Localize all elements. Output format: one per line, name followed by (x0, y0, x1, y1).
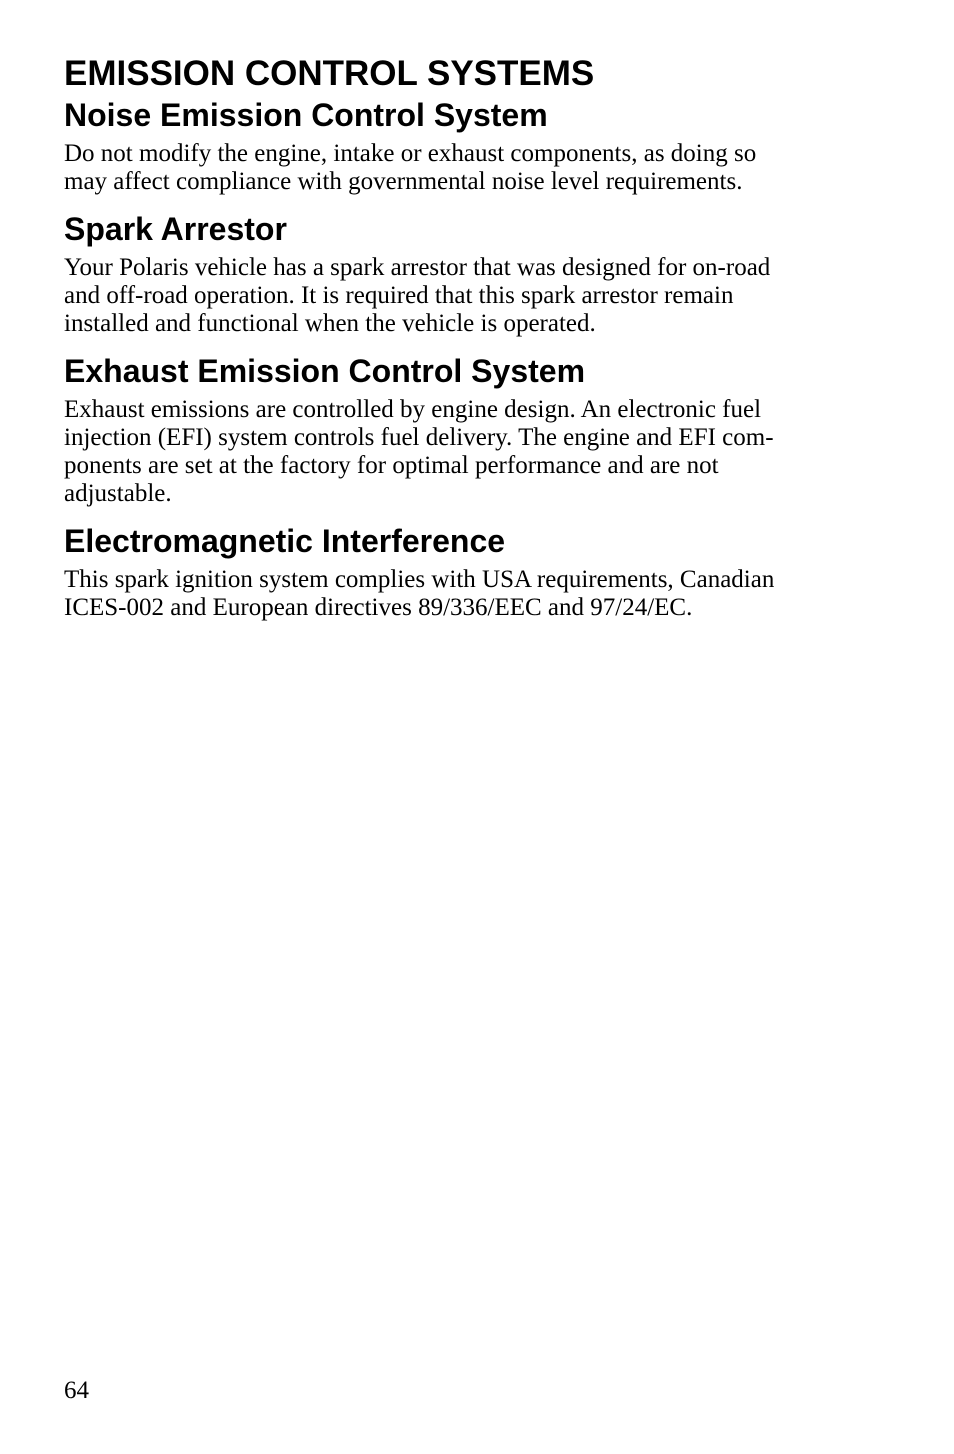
section-exhaust-emission (64, 352, 874, 508)
paragraph-line: Do not modify the engine, intake or exhaust components, as doing so (64, 140, 757, 167)
section-heading: Noise Emission Control System (64, 97, 548, 133)
paragraph-line: and off-road operation. It is required that this spark arrestor remain (64, 282, 734, 309)
paragraph-line: installed and functional when the vehicle is operated. (64, 310, 596, 337)
section-heading: Spark Arrestor (64, 211, 287, 247)
paragraph-line: injection (EFI) system controls fuel delivery. The engine and EFI com- (64, 424, 774, 451)
page-number: 64 (64, 1377, 89, 1404)
section-noise-emission (64, 96, 874, 196)
page-title: EMISSION CONTROL SYSTEMS (64, 54, 595, 93)
section-heading: Exhaust Emission Control System (64, 353, 586, 389)
section-paragraph (64, 566, 874, 622)
section-electromagnetic-interference (64, 522, 874, 622)
paragraph-line: adjustable. (64, 480, 172, 507)
paragraph-line: ponents are set at the factory for optimal performance and are not (64, 452, 719, 479)
section-paragraph (64, 140, 874, 196)
paragraph-line: may affect compliance with governmental noise level requirements. (64, 168, 743, 195)
section-paragraph (64, 396, 874, 508)
section-spark-arrestor (64, 210, 874, 338)
paragraph-line: This spark ignition system complies with USA requirements, Canadian (64, 566, 775, 593)
manual-page (64, 52, 874, 636)
section-paragraph (64, 254, 874, 338)
paragraph-line: ICES-002 and European directives 89/336/EEC and 97/24/EC. (64, 594, 693, 621)
paragraph-line: Exhaust emissions are controlled by engine design. An electronic fuel (64, 396, 762, 423)
section-heading: Electromagnetic Interference (64, 523, 506, 559)
paragraph-line: Your Polaris vehicle has a spark arrestor that was designed for on-road (64, 254, 771, 281)
